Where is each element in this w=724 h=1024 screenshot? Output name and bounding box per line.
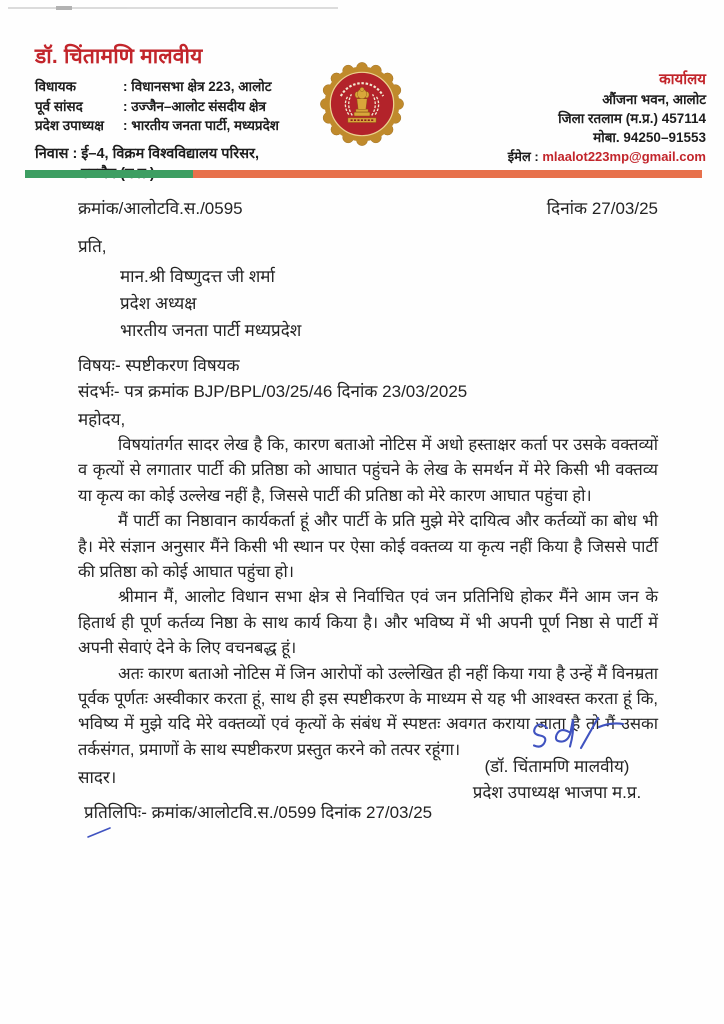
letterhead-left-block [35, 42, 335, 184]
sender-name: डॉ. चिंतामणि मालवीय [35, 45, 203, 68]
row-value: : विधानसभा क्षेत्र 223, आलोट [123, 79, 272, 94]
signatory-name: (डॉ. चिंतामणि मालवीय) [484, 757, 630, 776]
row-label: प्रदेश उपाध्यक्ष [35, 118, 104, 133]
row-value: : उज्जैन–आलोट संसदीय क्षेत्र [123, 98, 267, 114]
addressee-designation: प्रदेश अध्यक्ष [120, 294, 197, 313]
tricolor-band [25, 170, 702, 178]
signature-block [442, 712, 672, 806]
copy-line: प्रतिलिपिः- क्रमांक/आलोटवि.स./0599 दिनांक 27/03/25 [84, 803, 433, 822]
subject-line: विषयः- स्पष्टीकरण विषयक [78, 356, 240, 375]
letter-paragraph: मैं पार्टी का निष्ठावान कार्यकर्ता हूं और पार्टी के प्रति मुझे मेरे दायित्व और कर्तव्यों का बोध भी है। मेरे संज्ञान अनुसार मैंने किसी भी स्थान पर ऐसा कोई वक्तव्य या कृत्य नहीं किया है जिससे पार्टी की प्रतिष्ठा को कोई आघात पहुंचा हो। [78, 512, 658, 582]
pen-tick-mark [86, 824, 114, 844]
letterhead-row-ex-mp [35, 97, 335, 117]
closing-regards: सादर। [78, 768, 117, 788]
residence-line-1: निवास : ई–4, विक्रम विश्वविद्यालय परिसर, [35, 145, 259, 162]
office-line-building: औंजना भवन, आलोट [602, 92, 706, 107]
band-green-segment [25, 170, 193, 178]
letter-paragraph: अतः कारण बताओ नोटिस में जिन आरोपों को उल्लेखित ही नहीं किया गया है उन्हें मैं विनम्रता पूर्वक पूर्णतः अस्वीकार करता हूं, साथ ही इस स्पष्टीकरण के माध्यम से यह भी आश्वस्त करता हूं कि, भविष्य में मुझे यदि मेरे वक्तव्यों एवं कृत्यों के संबंध में स्पष्टतः अवगत कराया जाता है तो मैं उसका तर्कसंगत, प्रमाणों के साथ स्पष्टीकरण प्रस्तुत करने को तत्पर रहूंगा। [78, 664, 658, 759]
ref-date-row [78, 196, 658, 219]
addressee-block [120, 263, 658, 344]
reference-line: संदर्भः- पत्र क्रमांक BJP/BPL/03/25/46 दिनांक 23/03/2025 [78, 382, 468, 401]
to-label: प्रति, [78, 237, 107, 256]
letterhead-row-vice-president [35, 116, 335, 136]
office-email-line [446, 147, 706, 166]
band-orange-segment [193, 170, 702, 178]
office-line-district: जिला रतलाम (म.प्र.) 457114 [558, 111, 706, 126]
email-address: mlaalot223mp@gmail.com [542, 149, 706, 164]
letterhead [0, 0, 724, 170]
letter-date: दिनांक 27/03/25 [546, 199, 658, 218]
row-label: विधायक [35, 79, 76, 94]
signatory-title: प्रदेश उपाध्यक्ष भाजपा म.प्र. [472, 783, 642, 802]
addressee-organisation: भारतीय जनता पार्टी मध्यप्रदेश [120, 321, 302, 340]
mp-state-emblem-icon [318, 58, 406, 150]
office-title: कार्यालय [659, 71, 706, 88]
letter-paragraph: श्रीमान मैं, आलोट विधान सभा क्षेत्र से निर्वाचित एवं जन प्रतिनिधि होकर मैंने आम जन के हितार्थ ही पूर्ण कर्तव्य निष्ठा के साथ कार्य किया है। और भविष्य में भी अपनी पूर्ण निष्ठा से पार्टी में अपनी सेवाएं देने के लिए वचनबद्ध हूं। [78, 588, 658, 658]
letter-paragraph: विषयांतर्गत सादर लेख है कि, कारण बताओ नोटिस में अधो हस्ताक्षर कर्ता पर उसके वक्तव्यों व कृत्यों से लगातार पार्टी की प्रतिष्ठा को आघात पहुंचने के लेख के समर्थन में मेरे किसी भी वक्तव्य या कृत्य का कोई उल्लेख नहीं है, जिससे पार्टी की प्रतिष्ठा को मेरे कारण आघात पहुंचा हो। [78, 436, 658, 505]
letter-body [78, 192, 658, 822]
email-label: ईमेल : [507, 149, 543, 164]
office-line-mobile: मोबा. 94250–91553 [593, 130, 706, 145]
letterhead-row-mla [35, 77, 335, 97]
row-value: : भारतीय जनता पार्टी, मध्यप्रदेश [123, 118, 279, 133]
addressee-name: मान.श्री विष्णुदत्त जी शर्मा [120, 267, 275, 286]
reference-number: क्रमांक/आलोटवि.स./0595 [78, 199, 243, 218]
row-label: पूर्व सांसद [35, 98, 83, 114]
letterhead-office-block [446, 70, 706, 166]
salutation: महोदय, [78, 410, 126, 429]
signature-sd-mark [470, 712, 700, 754]
